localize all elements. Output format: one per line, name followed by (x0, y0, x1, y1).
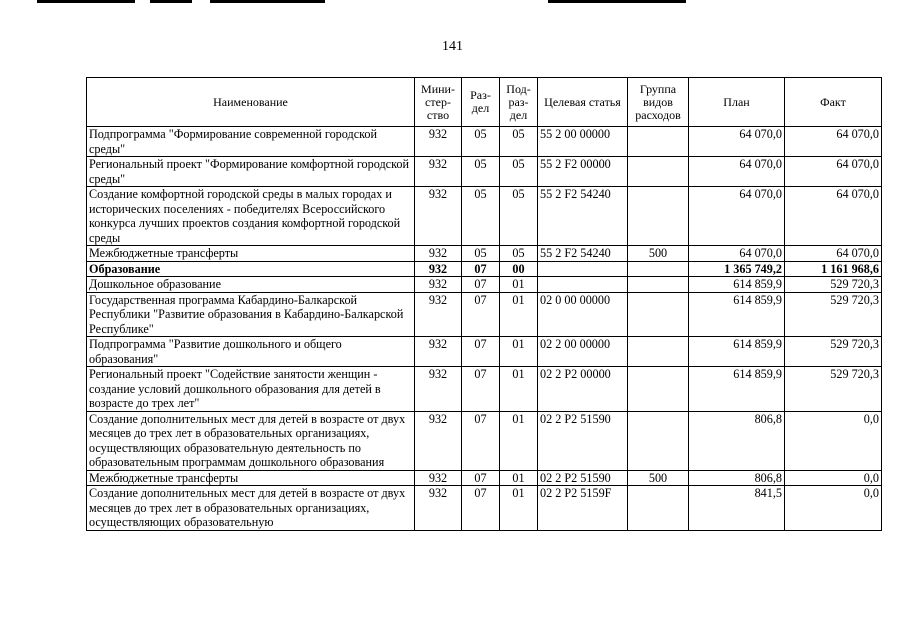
row-target-cell (538, 261, 628, 277)
row-ministry-cell: 932 (415, 486, 462, 531)
row-section-cell: 07 (462, 486, 500, 531)
table-row (87, 277, 882, 293)
row-name-cell: Дошкольное образование (87, 277, 415, 293)
row-name-cell: Региональный проект "Содействие занятости женщин - создание условий дошкольного образования для детей в возрасте до трех лет" (87, 367, 415, 412)
row-group-cell (628, 486, 689, 531)
row-section-cell: 05 (462, 157, 500, 187)
row-ministry-cell: 932 (415, 470, 462, 486)
row-ministry-cell: 932 (415, 187, 462, 246)
top-border-fragment (37, 0, 135, 3)
row-plan-cell: 1 365 749,2 (689, 261, 785, 277)
row-plan-cell: 614 859,9 (689, 277, 785, 293)
row-target-cell: 55 2 F2 00000 (538, 157, 628, 187)
top-border-fragment (548, 0, 686, 3)
row-section-cell: 05 (462, 187, 500, 246)
row-subsection-cell: 05 (500, 127, 538, 157)
row-fact-cell: 529 720,3 (785, 337, 882, 367)
table-row (87, 470, 882, 486)
header-ministry: Мини-стер-ство (415, 78, 462, 127)
row-name-cell: Образование (87, 261, 415, 277)
row-fact-cell: 529 720,3 (785, 292, 882, 337)
row-fact-cell: 0,0 (785, 470, 882, 486)
row-ministry-cell: 932 (415, 157, 462, 187)
row-group-cell: 500 (628, 470, 689, 486)
table-row (87, 157, 882, 187)
row-subsection-cell: 01 (500, 277, 538, 293)
row-plan-cell: 64 070,0 (689, 187, 785, 246)
page-number: 141 (442, 39, 463, 54)
header-section: Раз-дел (462, 78, 500, 127)
table-header-row (87, 78, 882, 127)
header-name: Наименование (87, 78, 415, 127)
header-subsection: Под-раз-дел (500, 78, 538, 127)
top-border-fragment (150, 0, 192, 3)
row-name-cell: Региональный проект "Формирование комфортной городской среды" (87, 157, 415, 187)
row-section-cell: 05 (462, 127, 500, 157)
row-section-cell: 05 (462, 246, 500, 262)
row-subsection-cell: 01 (500, 486, 538, 531)
table-row (87, 261, 882, 277)
row-fact-cell: 1 161 968,6 (785, 261, 882, 277)
budget-table (86, 77, 882, 531)
row-plan-cell: 64 070,0 (689, 246, 785, 262)
table-row (87, 246, 882, 262)
row-fact-cell: 64 070,0 (785, 127, 882, 157)
row-section-cell: 07 (462, 470, 500, 486)
table-row (87, 292, 882, 337)
header-target: Целевая статья (538, 78, 628, 127)
row-group-cell: 500 (628, 246, 689, 262)
row-plan-cell: 64 070,0 (689, 157, 785, 187)
table-row (87, 337, 882, 367)
row-group-cell (628, 187, 689, 246)
row-ministry-cell: 932 (415, 367, 462, 412)
row-name-cell: Создание дополнительных мест для детей в возрасте от двух месяцев до трех лет в образовательных организациях, осуществляющих образовательную деятельность по образовательным программам дошкольного образования (87, 411, 415, 470)
row-section-cell: 07 (462, 277, 500, 293)
row-ministry-cell: 932 (415, 277, 462, 293)
row-target-cell: 02 2 P2 51590 (538, 470, 628, 486)
row-ministry-cell: 932 (415, 337, 462, 367)
header-plan: План (689, 78, 785, 127)
row-fact-cell: 0,0 (785, 486, 882, 531)
row-name-cell: Подпрограмма "Формирование современной городской среды" (87, 127, 415, 157)
row-plan-cell: 806,8 (689, 411, 785, 470)
row-plan-cell: 64 070,0 (689, 127, 785, 157)
row-plan-cell: 614 859,9 (689, 367, 785, 412)
row-subsection-cell: 05 (500, 246, 538, 262)
row-name-cell: Создание комфортной городской среды в малых городах и исторических поселениях - победителях Всероссийского конкурса лучших проектов создания комфортной городской среды (87, 187, 415, 246)
row-ministry-cell: 932 (415, 127, 462, 157)
row-section-cell: 07 (462, 337, 500, 367)
row-subsection-cell: 01 (500, 470, 538, 486)
row-plan-cell: 614 859,9 (689, 292, 785, 337)
row-name-cell: Государственная программа Кабардино-Балкарской Республики "Развитие образования в Кабардино-Балкарской Республике" (87, 292, 415, 337)
row-section-cell: 07 (462, 367, 500, 412)
table-row (87, 486, 882, 531)
row-section-cell: 07 (462, 292, 500, 337)
row-group-cell (628, 157, 689, 187)
row-target-cell: 55 2 00 00000 (538, 127, 628, 157)
row-subsection-cell: 01 (500, 292, 538, 337)
row-fact-cell: 64 070,0 (785, 246, 882, 262)
row-subsection-cell: 05 (500, 157, 538, 187)
row-target-cell: 02 2 00 00000 (538, 337, 628, 367)
row-subsection-cell: 01 (500, 367, 538, 412)
row-subsection-cell: 01 (500, 337, 538, 367)
row-target-cell: 02 2 P2 5159F (538, 486, 628, 531)
row-subsection-cell: 01 (500, 411, 538, 470)
row-target-cell: 02 0 00 00000 (538, 292, 628, 337)
row-name-cell: Подпрограмма "Развитие дошкольного и общего образования" (87, 337, 415, 367)
row-ministry-cell: 932 (415, 292, 462, 337)
header-fact: Факт (785, 78, 882, 127)
row-group-cell (628, 292, 689, 337)
row-plan-cell: 806,8 (689, 470, 785, 486)
row-target-cell: 02 2 P2 51590 (538, 411, 628, 470)
row-fact-cell: 64 070,0 (785, 187, 882, 246)
row-group-cell (628, 127, 689, 157)
row-fact-cell: 64 070,0 (785, 157, 882, 187)
table-row (87, 411, 882, 470)
row-subsection-cell: 00 (500, 261, 538, 277)
row-fact-cell: 529 720,3 (785, 277, 882, 293)
row-plan-cell: 614 859,9 (689, 337, 785, 367)
row-group-cell (628, 277, 689, 293)
row-section-cell: 07 (462, 411, 500, 470)
row-group-cell (628, 337, 689, 367)
row-name-cell: Создание дополнительных мест для детей в возрасте от двух месяцев до трех лет в образовательных организациях, осуществляющих образовательную (87, 486, 415, 531)
top-border-fragment (210, 0, 325, 3)
table-row (87, 127, 882, 157)
row-ministry-cell: 932 (415, 411, 462, 470)
table-row (87, 187, 882, 246)
row-ministry-cell: 932 (415, 261, 462, 277)
row-fact-cell: 529 720,3 (785, 367, 882, 412)
row-target-cell: 55 2 F2 54240 (538, 246, 628, 262)
header-group: Группа видов расходов (628, 78, 689, 127)
row-name-cell: Межбюджетные трансферты (87, 470, 415, 486)
table-row (87, 367, 882, 412)
row-target-cell: 55 2 F2 54240 (538, 187, 628, 246)
row-name-cell: Межбюджетные трансферты (87, 246, 415, 262)
row-subsection-cell: 05 (500, 187, 538, 246)
row-target-cell (538, 277, 628, 293)
row-section-cell: 07 (462, 261, 500, 277)
row-group-cell (628, 411, 689, 470)
row-ministry-cell: 932 (415, 246, 462, 262)
row-plan-cell: 841,5 (689, 486, 785, 531)
row-group-cell (628, 367, 689, 412)
row-group-cell (628, 261, 689, 277)
row-fact-cell: 0,0 (785, 411, 882, 470)
row-target-cell: 02 2 P2 00000 (538, 367, 628, 412)
